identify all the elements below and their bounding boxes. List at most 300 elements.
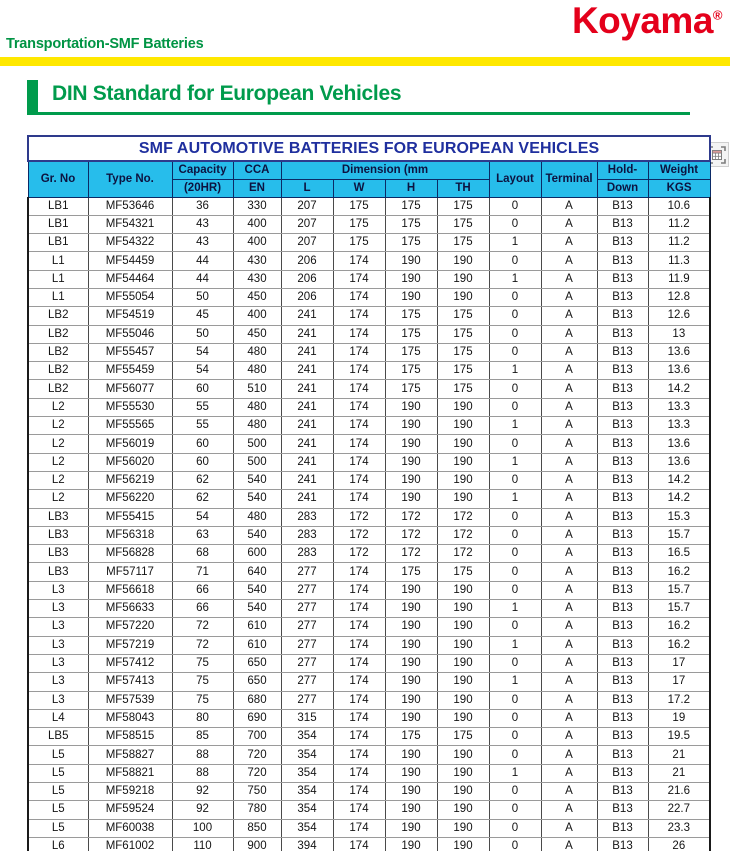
cell-dim-l: 354: [281, 819, 333, 837]
cell-layout: 0: [489, 819, 541, 837]
cell-capacity: 54: [172, 362, 233, 380]
cell-dim-l: 241: [281, 417, 333, 435]
cell-cca: 610: [233, 636, 281, 654]
cell-dim-w: 174: [333, 654, 385, 672]
cell-capacity: 63: [172, 526, 233, 544]
cell-dim-w: 174: [333, 435, 385, 453]
cell-dim-h: 175: [385, 307, 437, 325]
koyama-logo: [572, 2, 722, 39]
cell-dim-th: 175: [437, 362, 489, 380]
cell-dim-l: 241: [281, 453, 333, 471]
cell-dim-th: 190: [437, 618, 489, 636]
cell-dim-w: 174: [333, 380, 385, 398]
table-row: [28, 691, 710, 709]
cell-dim-h: 190: [385, 746, 437, 764]
cell-layout: 0: [489, 252, 541, 270]
cell-gr-no: L2: [28, 417, 88, 435]
cell-gr-no: LB2: [28, 325, 88, 343]
cell-dim-w: 174: [333, 398, 385, 416]
cell-capacity: 44: [172, 252, 233, 270]
cell-dim-l: 277: [281, 673, 333, 691]
table-row: [28, 673, 710, 691]
cell-capacity: 43: [172, 215, 233, 233]
table-row: [28, 636, 710, 654]
cell-hold-down: B13: [597, 252, 648, 270]
table-row: [28, 252, 710, 270]
cell-type-no: MF55530: [88, 398, 172, 416]
cell-type-no: MF55046: [88, 325, 172, 343]
cell-capacity: 88: [172, 746, 233, 764]
cell-capacity: 110: [172, 837, 233, 851]
cell-hold-down: B13: [597, 435, 648, 453]
cell-dim-l: 283: [281, 508, 333, 526]
cell-hold-down: B13: [597, 307, 648, 325]
cell-type-no: MF61002: [88, 837, 172, 851]
cell-layout: 0: [489, 197, 541, 215]
cell-capacity: 92: [172, 783, 233, 801]
cell-dim-h: 190: [385, 453, 437, 471]
cell-dim-w: 174: [333, 837, 385, 851]
cell-type-no: MF56318: [88, 526, 172, 544]
cell-cca: 680: [233, 691, 281, 709]
col-header-terminal: Terminal: [541, 161, 597, 197]
table-row: [28, 417, 710, 435]
cell-gr-no: L2: [28, 490, 88, 508]
page-title: DIN Standard for European Vehicles: [52, 82, 402, 105]
cell-weight: 13.6: [648, 362, 710, 380]
cell-capacity: 85: [172, 728, 233, 746]
cell-dim-h: 175: [385, 215, 437, 233]
cell-dim-h: 175: [385, 234, 437, 252]
cell-weight: 15.3: [648, 508, 710, 526]
cell-dim-th: 172: [437, 526, 489, 544]
cell-dim-l: 283: [281, 545, 333, 563]
cell-layout: 0: [489, 508, 541, 526]
cell-capacity: 55: [172, 417, 233, 435]
cell-dim-w: 174: [333, 783, 385, 801]
cell-terminal: A: [541, 252, 597, 270]
cell-dim-h: 190: [385, 783, 437, 801]
cell-gr-no: L5: [28, 764, 88, 782]
cell-terminal: A: [541, 636, 597, 654]
cell-capacity: 100: [172, 819, 233, 837]
cell-weight: 14.2: [648, 471, 710, 489]
cell-hold-down: B13: [597, 380, 648, 398]
cell-gr-no: L2: [28, 453, 88, 471]
cell-cca: 650: [233, 673, 281, 691]
cell-weight: 14.2: [648, 490, 710, 508]
table-row: [28, 471, 710, 489]
cell-gr-no: L1: [28, 252, 88, 270]
cell-dim-th: 172: [437, 545, 489, 563]
cell-gr-no: L3: [28, 636, 88, 654]
cell-capacity: 66: [172, 581, 233, 599]
cell-terminal: A: [541, 783, 597, 801]
cell-layout: 1: [489, 270, 541, 288]
cell-terminal: A: [541, 471, 597, 489]
col-header-hold-down-line1: Hold-: [597, 161, 648, 179]
table-row: [28, 380, 710, 398]
cell-layout: 0: [489, 526, 541, 544]
battery-spec-table-container: [27, 135, 699, 851]
cell-cca: 400: [233, 234, 281, 252]
cell-weight: 11.2: [648, 234, 710, 252]
cell-dim-th: 190: [437, 654, 489, 672]
cell-cca: 450: [233, 325, 281, 343]
cell-hold-down: B13: [597, 654, 648, 672]
table-row: [28, 764, 710, 782]
cell-hold-down: B13: [597, 581, 648, 599]
cell-layout: 0: [489, 654, 541, 672]
col-header-capacity: Capacity: [172, 161, 233, 179]
cell-hold-down: B13: [597, 215, 648, 233]
cell-gr-no: L2: [28, 398, 88, 416]
table-row: [28, 819, 710, 837]
cell-cca: 540: [233, 490, 281, 508]
cell-terminal: A: [541, 417, 597, 435]
cell-layout: 0: [489, 728, 541, 746]
cell-terminal: A: [541, 801, 597, 819]
cell-cca: 480: [233, 398, 281, 416]
cell-dim-l: 241: [281, 380, 333, 398]
battery-spec-table: [27, 135, 711, 851]
table-row: [28, 746, 710, 764]
cell-gr-no: L5: [28, 819, 88, 837]
cell-layout: 0: [489, 581, 541, 599]
cell-layout: 0: [489, 325, 541, 343]
cell-dim-l: 241: [281, 343, 333, 361]
cell-dim-th: 175: [437, 380, 489, 398]
cell-type-no: MF56633: [88, 600, 172, 618]
cell-layout: 1: [489, 453, 541, 471]
cell-dim-h: 175: [385, 380, 437, 398]
cell-capacity: 55: [172, 398, 233, 416]
col-header-cca: CCA: [233, 161, 281, 179]
cell-weight: 13: [648, 325, 710, 343]
cell-terminal: A: [541, 837, 597, 851]
table-body: [28, 197, 710, 851]
cell-cca: 400: [233, 215, 281, 233]
cell-dim-th: 175: [437, 325, 489, 343]
cell-layout: 0: [489, 215, 541, 233]
cell-dim-w: 174: [333, 673, 385, 691]
cell-terminal: A: [541, 526, 597, 544]
cell-capacity: 62: [172, 471, 233, 489]
cell-hold-down: B13: [597, 453, 648, 471]
cell-type-no: MF57413: [88, 673, 172, 691]
cell-dim-l: 277: [281, 691, 333, 709]
cell-terminal: A: [541, 307, 597, 325]
cell-dim-w: 174: [333, 362, 385, 380]
cell-terminal: A: [541, 746, 597, 764]
cell-dim-h: 172: [385, 526, 437, 544]
cell-dim-w: 175: [333, 215, 385, 233]
cell-dim-w: 174: [333, 490, 385, 508]
cell-layout: 0: [489, 801, 541, 819]
cell-dim-h: 190: [385, 270, 437, 288]
cell-dim-w: 174: [333, 453, 385, 471]
cell-dim-th: 175: [437, 197, 489, 215]
cell-weight: 15.7: [648, 600, 710, 618]
cell-terminal: A: [541, 490, 597, 508]
cell-dim-l: 354: [281, 746, 333, 764]
cell-cca: 500: [233, 453, 281, 471]
table-row: [28, 526, 710, 544]
cell-hold-down: B13: [597, 764, 648, 782]
cell-dim-w: 174: [333, 417, 385, 435]
cell-dim-w: 174: [333, 691, 385, 709]
cell-type-no: MF58515: [88, 728, 172, 746]
cell-capacity: 75: [172, 691, 233, 709]
cell-type-no: MF54322: [88, 234, 172, 252]
cell-cca: 690: [233, 709, 281, 727]
cell-gr-no: L2: [28, 471, 88, 489]
cell-terminal: A: [541, 380, 597, 398]
cell-gr-no: L1: [28, 270, 88, 288]
cell-dim-th: 190: [437, 764, 489, 782]
cell-hold-down: B13: [597, 709, 648, 727]
cell-dim-h: 175: [385, 325, 437, 343]
cell-dim-h: 190: [385, 618, 437, 636]
cell-dim-w: 174: [333, 728, 385, 746]
cell-dim-w: 174: [333, 288, 385, 306]
cell-gr-no: L5: [28, 801, 88, 819]
cell-type-no: MF56618: [88, 581, 172, 599]
cell-capacity: 50: [172, 325, 233, 343]
cell-hold-down: B13: [597, 471, 648, 489]
cell-gr-no: LB1: [28, 197, 88, 215]
cell-hold-down: B13: [597, 526, 648, 544]
cell-type-no: MF56020: [88, 453, 172, 471]
table-row: [28, 435, 710, 453]
cell-capacity: 60: [172, 453, 233, 471]
cell-terminal: A: [541, 288, 597, 306]
cell-hold-down: B13: [597, 325, 648, 343]
cell-hold-down: B13: [597, 417, 648, 435]
col-header-type-no: Type No.: [88, 161, 172, 197]
cell-cca: 540: [233, 526, 281, 544]
cell-terminal: A: [541, 600, 597, 618]
table-row: [28, 709, 710, 727]
cell-dim-l: 354: [281, 783, 333, 801]
cell-cca: 640: [233, 563, 281, 581]
col-header-weight: Weight: [648, 161, 710, 179]
cell-gr-no: LB2: [28, 380, 88, 398]
cell-gr-no: L3: [28, 600, 88, 618]
cell-hold-down: B13: [597, 343, 648, 361]
cell-cca: 540: [233, 471, 281, 489]
col-header-dim-th: TH: [437, 179, 489, 197]
cell-dim-h: 175: [385, 197, 437, 215]
cell-capacity: 54: [172, 508, 233, 526]
cell-dim-h: 175: [385, 728, 437, 746]
cell-weight: 10.6: [648, 197, 710, 215]
cell-layout: 0: [489, 545, 541, 563]
cell-weight: 21.6: [648, 783, 710, 801]
cell-hold-down: B13: [597, 270, 648, 288]
cell-gr-no: LB2: [28, 307, 88, 325]
cell-type-no: MF59524: [88, 801, 172, 819]
cell-type-no: MF57220: [88, 618, 172, 636]
cell-dim-h: 175: [385, 563, 437, 581]
cell-terminal: A: [541, 563, 597, 581]
table-row: [28, 270, 710, 288]
cell-dim-l: 277: [281, 563, 333, 581]
cell-dim-w: 175: [333, 234, 385, 252]
cell-weight: 11.2: [648, 215, 710, 233]
cell-capacity: 75: [172, 654, 233, 672]
table-row: [28, 325, 710, 343]
cell-dim-l: 206: [281, 252, 333, 270]
cell-weight: 21: [648, 746, 710, 764]
table-banner-title: SMF AUTOMOTIVE BATTERIES FOR EUROPEAN VEHICLES: [28, 136, 710, 161]
table-row: [28, 288, 710, 306]
cell-dim-w: 174: [333, 307, 385, 325]
cell-gr-no: L3: [28, 618, 88, 636]
cell-hold-down: B13: [597, 563, 648, 581]
cell-weight: 13.6: [648, 343, 710, 361]
cell-cca: 540: [233, 600, 281, 618]
cell-type-no: MF55415: [88, 508, 172, 526]
cell-dim-l: 241: [281, 435, 333, 453]
cell-hold-down: B13: [597, 801, 648, 819]
cell-dim-l: 354: [281, 728, 333, 746]
cell-hold-down: B13: [597, 618, 648, 636]
cell-weight: 22.7: [648, 801, 710, 819]
cell-weight: 17.2: [648, 691, 710, 709]
cell-layout: 0: [489, 563, 541, 581]
cell-dim-w: 174: [333, 252, 385, 270]
cell-weight: 13.3: [648, 398, 710, 416]
cell-layout: 0: [489, 783, 541, 801]
cell-weight: 16.2: [648, 636, 710, 654]
cell-dim-l: 277: [281, 581, 333, 599]
cell-terminal: A: [541, 618, 597, 636]
cell-capacity: 72: [172, 636, 233, 654]
cell-cca: 610: [233, 618, 281, 636]
cell-layout: 0: [489, 307, 541, 325]
cell-dim-h: 175: [385, 362, 437, 380]
cell-weight: 15.7: [648, 526, 710, 544]
cell-dim-h: 190: [385, 691, 437, 709]
cell-layout: 0: [489, 343, 541, 361]
cell-hold-down: B13: [597, 673, 648, 691]
tagline: Transportation-SMF Batteries: [6, 36, 204, 52]
cell-hold-down: B13: [597, 362, 648, 380]
cell-layout: 0: [489, 709, 541, 727]
table-row: [28, 398, 710, 416]
cell-dim-h: 190: [385, 837, 437, 851]
cell-hold-down: B13: [597, 288, 648, 306]
section-underline: [27, 112, 690, 115]
cell-cca: 700: [233, 728, 281, 746]
cell-dim-th: 190: [437, 252, 489, 270]
cell-dim-th: 175: [437, 728, 489, 746]
cell-cca: 500: [233, 435, 281, 453]
cell-cca: 450: [233, 288, 281, 306]
cell-hold-down: B13: [597, 600, 648, 618]
cell-terminal: A: [541, 691, 597, 709]
cell-layout: 0: [489, 471, 541, 489]
col-header-dimension: Dimension (mm: [281, 161, 489, 179]
cell-dim-th: 190: [437, 636, 489, 654]
registered-trademark-icon: ®: [712, 7, 722, 23]
cell-weight: 17: [648, 673, 710, 691]
cell-dim-h: 190: [385, 654, 437, 672]
cell-dim-l: 277: [281, 654, 333, 672]
cell-hold-down: B13: [597, 197, 648, 215]
table-row: [28, 234, 710, 252]
cell-dim-h: 172: [385, 508, 437, 526]
cell-type-no: MF56077: [88, 380, 172, 398]
col-header-dim-h: H: [385, 179, 437, 197]
cell-dim-l: 277: [281, 636, 333, 654]
cell-type-no: MF54464: [88, 270, 172, 288]
cell-dim-w: 174: [333, 801, 385, 819]
yellow-divider-bar: [0, 57, 730, 66]
cell-layout: 1: [489, 600, 541, 618]
cell-gr-no: LB2: [28, 362, 88, 380]
cell-dim-l: 207: [281, 234, 333, 252]
cell-cca: 540: [233, 581, 281, 599]
cell-dim-w: 174: [333, 764, 385, 782]
cell-terminal: A: [541, 435, 597, 453]
col-header-gr-no: Gr. No: [28, 161, 88, 197]
cell-capacity: 71: [172, 563, 233, 581]
cell-type-no: MF56828: [88, 545, 172, 563]
cell-capacity: 75: [172, 673, 233, 691]
table-row: [28, 728, 710, 746]
cell-layout: 1: [489, 490, 541, 508]
cell-type-no: MF55457: [88, 343, 172, 361]
cell-weight: 11.3: [648, 252, 710, 270]
col-header-weight-sub: KGS: [648, 179, 710, 197]
cell-weight: 26: [648, 837, 710, 851]
cell-cca: 850: [233, 819, 281, 837]
cell-terminal: A: [541, 398, 597, 416]
cell-layout: 0: [489, 380, 541, 398]
cell-dim-l: 206: [281, 288, 333, 306]
cell-gr-no: LB3: [28, 563, 88, 581]
cell-layout: 0: [489, 288, 541, 306]
cell-layout: 0: [489, 691, 541, 709]
cell-dim-l: 241: [281, 471, 333, 489]
cell-dim-l: 207: [281, 197, 333, 215]
cell-dim-w: 172: [333, 526, 385, 544]
cell-capacity: 92: [172, 801, 233, 819]
cell-capacity: 68: [172, 545, 233, 563]
cell-capacity: 60: [172, 380, 233, 398]
cell-layout: 0: [489, 746, 541, 764]
cell-dim-w: 174: [333, 563, 385, 581]
cell-terminal: A: [541, 728, 597, 746]
table-row: [28, 654, 710, 672]
cell-cca: 330: [233, 197, 281, 215]
section-accent-bar: [27, 80, 38, 112]
table-row: [28, 581, 710, 599]
cell-type-no: MF58821: [88, 764, 172, 782]
cell-dim-th: 190: [437, 783, 489, 801]
cell-hold-down: B13: [597, 636, 648, 654]
cell-type-no: MF57539: [88, 691, 172, 709]
table-row: [28, 508, 710, 526]
cell-type-no: MF58043: [88, 709, 172, 727]
cell-dim-h: 190: [385, 252, 437, 270]
cell-dim-th: 190: [437, 490, 489, 508]
cell-gr-no: L6: [28, 837, 88, 851]
cell-terminal: A: [541, 508, 597, 526]
cell-gr-no: L1: [28, 288, 88, 306]
